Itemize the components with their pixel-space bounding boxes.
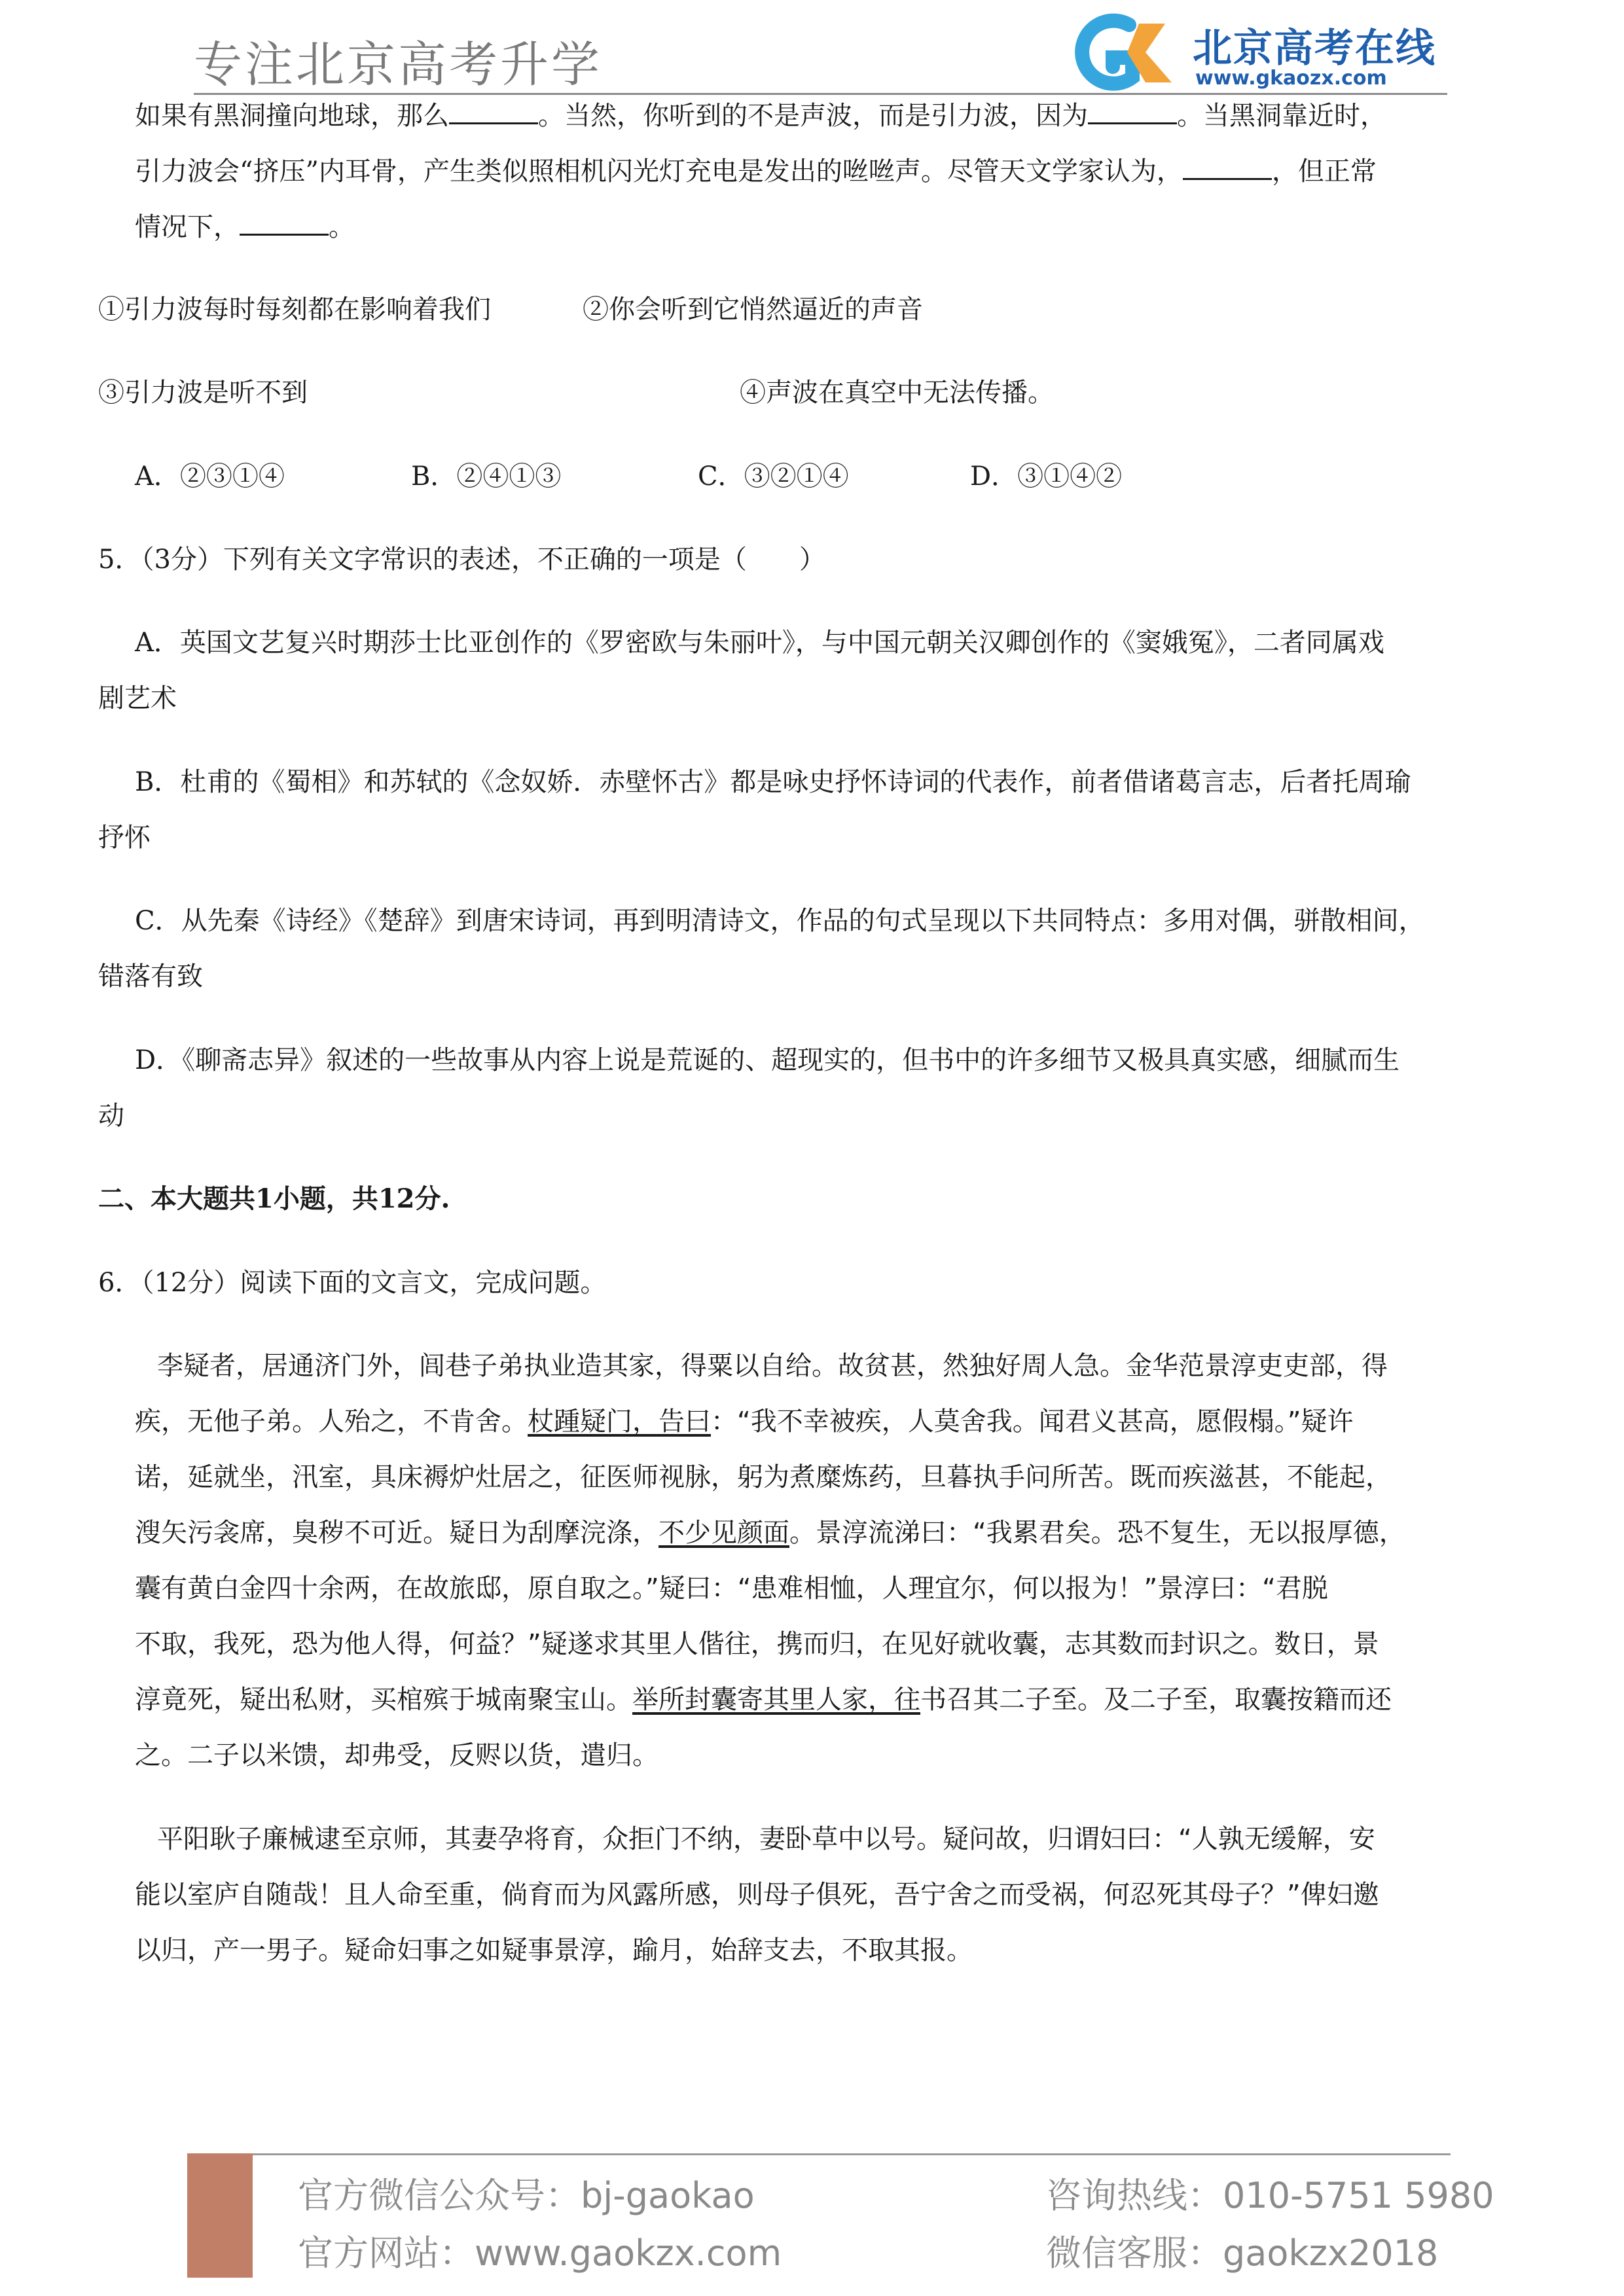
q5-option-d[interactable]: D．《聊斋志异》叙述的一些故事从内容上说是荒诞的、超现实的，但书中的许多细节又极具真实感，细腻而生	[135, 1045, 1400, 1075]
footer-service: 微信客服：gaokzx2018	[1046, 2233, 1439, 2274]
q6-p2-line-3: 以归，产一男子。疑命妇事之如疑事景淳，踰月，始辞支去，不取其报。	[135, 1935, 973, 1965]
q6-text: 书召其二子至。及二子至，取囊按籍而还	[920, 1685, 1392, 1715]
logo-name: 北京高考在线	[1193, 26, 1436, 71]
section-2-title: 二、本大题共1小题，共12分.	[98, 1183, 450, 1214]
header-divider	[194, 93, 1447, 95]
q6-p1-line-8: 之。二子以米馈，却弗受，反赆以货，遣归。	[135, 1740, 659, 1770]
fill-blank	[449, 100, 538, 124]
q5-option-b-cont: 抒怀	[98, 823, 151, 853]
q6-p1-line-5: 囊有黄白金四十余两，在故旅邸，原自取之。”疑曰：“患难相恤，人理宜尔，何以报为！”景淳曰：“君脱	[135, 1573, 1328, 1604]
fill-blank	[240, 211, 329, 236]
footer-wechat: 官方微信公众号：bj-gaokao	[298, 2175, 755, 2216]
fill-blank	[1088, 100, 1177, 124]
q4-text: ，但正常	[1271, 156, 1377, 187]
q6-p1-line-2	[135, 1405, 1353, 1438]
q5-option-a-cont: 剧艺术	[98, 683, 177, 713]
site-logo[interactable]	[1067, 12, 1460, 94]
underlined-phrase: 杖踵疑门，告曰	[528, 1407, 711, 1437]
q6-p1-line-1: 李疑者，居通济门外，闾巷子弟执业造其家，得粟以自给。故贫甚，然独好周人急。金华范景淳吏吏部，得	[157, 1351, 1388, 1381]
q4-text: 。当黑洞靠近时，	[1177, 101, 1386, 131]
q6-p1-line-4	[135, 1516, 1405, 1549]
q5-option-b[interactable]: B．杜甫的《蜀相》和苏轼的《念奴娇．赤壁怀古》都是咏史抒怀诗词的代表作，前者借诸葛言志，后者托周瑜	[135, 767, 1411, 797]
q6-text: 疾，无他子弟。人殆之，不肯舍。	[135, 1407, 528, 1437]
underlined-phrase: 举所封囊寄其里人家，往	[632, 1685, 920, 1715]
q4-sentence-3: ③引力波是听不到	[98, 378, 308, 408]
q4-option-a[interactable]: A．②③①④	[135, 461, 285, 492]
q5-option-a[interactable]: A．英国文艺复兴时期莎士比亚创作的《罗密欧与朱丽叶》，与中国元朝关汉卿创作的《窦娥冤》，二者同属戏	[135, 628, 1384, 658]
footer-website[interactable]: 官方网站：www.gaokzx.com	[298, 2233, 782, 2274]
q4-text: 如果有黑洞撞向地球，那么	[135, 101, 449, 131]
q5-stem: 5．（3分）下列有关文字常识的表述，不正确的一项是（ ）	[98, 545, 825, 575]
q6-p1-line-7	[135, 1683, 1392, 1716]
q4-option-d[interactable]: D．③①④②	[970, 461, 1123, 492]
q6-text: 淳竟死，疑出私财，买棺殡于城南聚宝山。	[135, 1685, 632, 1715]
q4-line-2	[135, 155, 1377, 188]
q6-p2-line-2: 能以室庐自随哉！且人命至重，倘育而为风露所感，则母子俱死，吾宁舍之而受祸，何忍死其母子？”俾妇邀	[135, 1880, 1379, 1910]
footer-accent-bar	[187, 2153, 253, 2278]
q5-option-c[interactable]: C．从先秦《诗经》《楚辞》到唐宋诗词，再到明清诗文，作品的句式呈现以下共同特点：多用对偶，骈散相间，	[135, 906, 1425, 936]
q4-sentence-2: ②你会听到它悄然逼近的声音	[583, 295, 923, 325]
q4-text: 引力波会“挤压”内耳骨，产生类似照相机闪光灯充电是发出的咝咝声。尽管天文学家认为，	[135, 156, 1183, 187]
footer-divider	[253, 2153, 1451, 2155]
q4-text: 情况下，	[135, 212, 240, 242]
q4-option-b[interactable]: B．②④①③	[411, 461, 562, 492]
underlined-phrase: 不少见颜面	[659, 1518, 789, 1548]
header-slogan: 专注北京高考升学	[194, 37, 602, 93]
q5-option-d-cont: 动	[98, 1101, 124, 1131]
q6-text: 溲矢污衾席，臭秽不可近。疑日为刮摩浣涤，	[135, 1518, 659, 1548]
q4-sentence-1: ①引力波每时每刻都在影响着我们	[98, 295, 491, 325]
footer-hotline: 咨询热线：010-5751 5980	[1046, 2175, 1494, 2216]
q4-sentence-4: ④声波在真空中无法传播。	[740, 378, 1054, 408]
q4-option-c[interactable]: C．③②①④	[698, 461, 849, 492]
q6-p2-line-1: 平阳耿子廉械逮至京师，其妻孕将育，众拒门不纳，妻卧草中以号。疑问故，归谓妇曰：“人孰无缓解，安	[157, 1824, 1375, 1854]
q6-p1-line-3: 诺，延就坐，汛室，具床褥炉灶居之，征医师视脉，躬为煮糜炼药，旦暮执手问所苦。既而疾滋甚，不能起，	[135, 1462, 1392, 1492]
q4-text: 。当然，你听到的不是声波，而是引力波，因为	[538, 101, 1088, 131]
q4-line-1	[135, 99, 1386, 132]
q6-stem: 6．（12分）阅读下面的文言文，完成问题。	[98, 1268, 607, 1298]
fill-blank	[1183, 156, 1272, 180]
logo-url: www.gkaozx.com	[1195, 67, 1387, 90]
q4-line-3	[135, 211, 355, 243]
q6-p1-line-6: 不取，我死，恐为他人得，何益？”疑遂求其里人偕往，携而归，在见好就收囊，志其数而封识之。数日，景	[135, 1629, 1379, 1659]
q5-option-c-cont: 错落有致	[98, 961, 203, 992]
q6-text: 。景淳流涕曰：“我累君矣。恐不复生，无以报厚德，	[789, 1518, 1405, 1548]
q6-text: ：“我不幸被疾，人莫舍我。闻君义甚高，愿假榻。”疑许	[711, 1407, 1354, 1437]
q4-text: 。	[329, 212, 355, 242]
gk-logo-icon	[1067, 12, 1185, 94]
